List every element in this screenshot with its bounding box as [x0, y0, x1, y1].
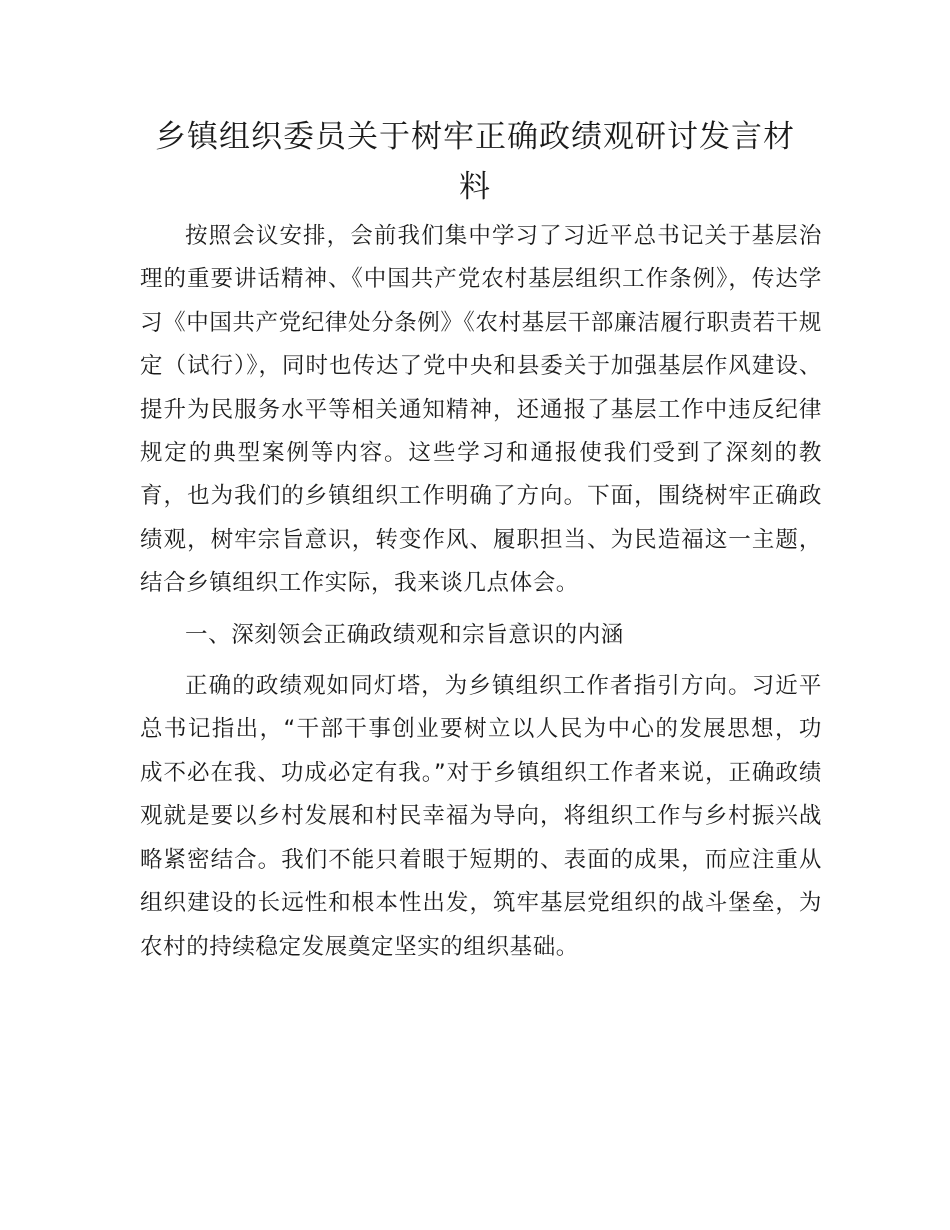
- section-1-paragraph: 正确的政绩观如同灯塔，为乡镇组织工作者指引方向。习近平总书记指出，“干部干事创业要树立以人民为中心的发展思想，功成不必在我、功成必定有我。”对于乡镇组织工作者来说，正确政绩观就是要以乡村发展和村民幸福为导向，将组织工作与乡村振兴战略紧密结合。我们不能只着眼于短期的、表面的成果，而应注重从组织建设的长远性和根本性出发，筑牢基层党组织的战斗堡垒，为农村的持续稳定发展奠定坚实的组织基础。: [140, 673, 822, 960]
- section-heading-1: 一、深刻领会正确政绩观和宗旨意识的内涵: [185, 621, 624, 648]
- intro-paragraph: 按照会议安排，会前我们集中学习了习近平总书记关于基层治理的重要讲话精神、《中国共产党农村基层组织工作条例》，传达学习《中国共产党纪律处分条例》《农村基层干部廉洁履行职责若干规定（试行）》，同时也传达了党中央和县委关于加强基层作风建设、提升为民服务水平等相关通知精神，还通报了基层工作中违反纪律规定的典型案例等内容。这些学习和通报使我们受到了深刻的教育，也为我们的乡镇组织工作明确了方向。下面，围绕树牢正确政绩观，树牢宗旨意识，转变作风、履职担当、为民造福这一主题，结合乡镇组织工作实际，我来谈几点体会。: [140, 223, 822, 597]
- document-body: [140, 215, 822, 969]
- document-title: 乡镇组织委员关于树牢正确政绩观研讨发言材料: [155, 119, 795, 205]
